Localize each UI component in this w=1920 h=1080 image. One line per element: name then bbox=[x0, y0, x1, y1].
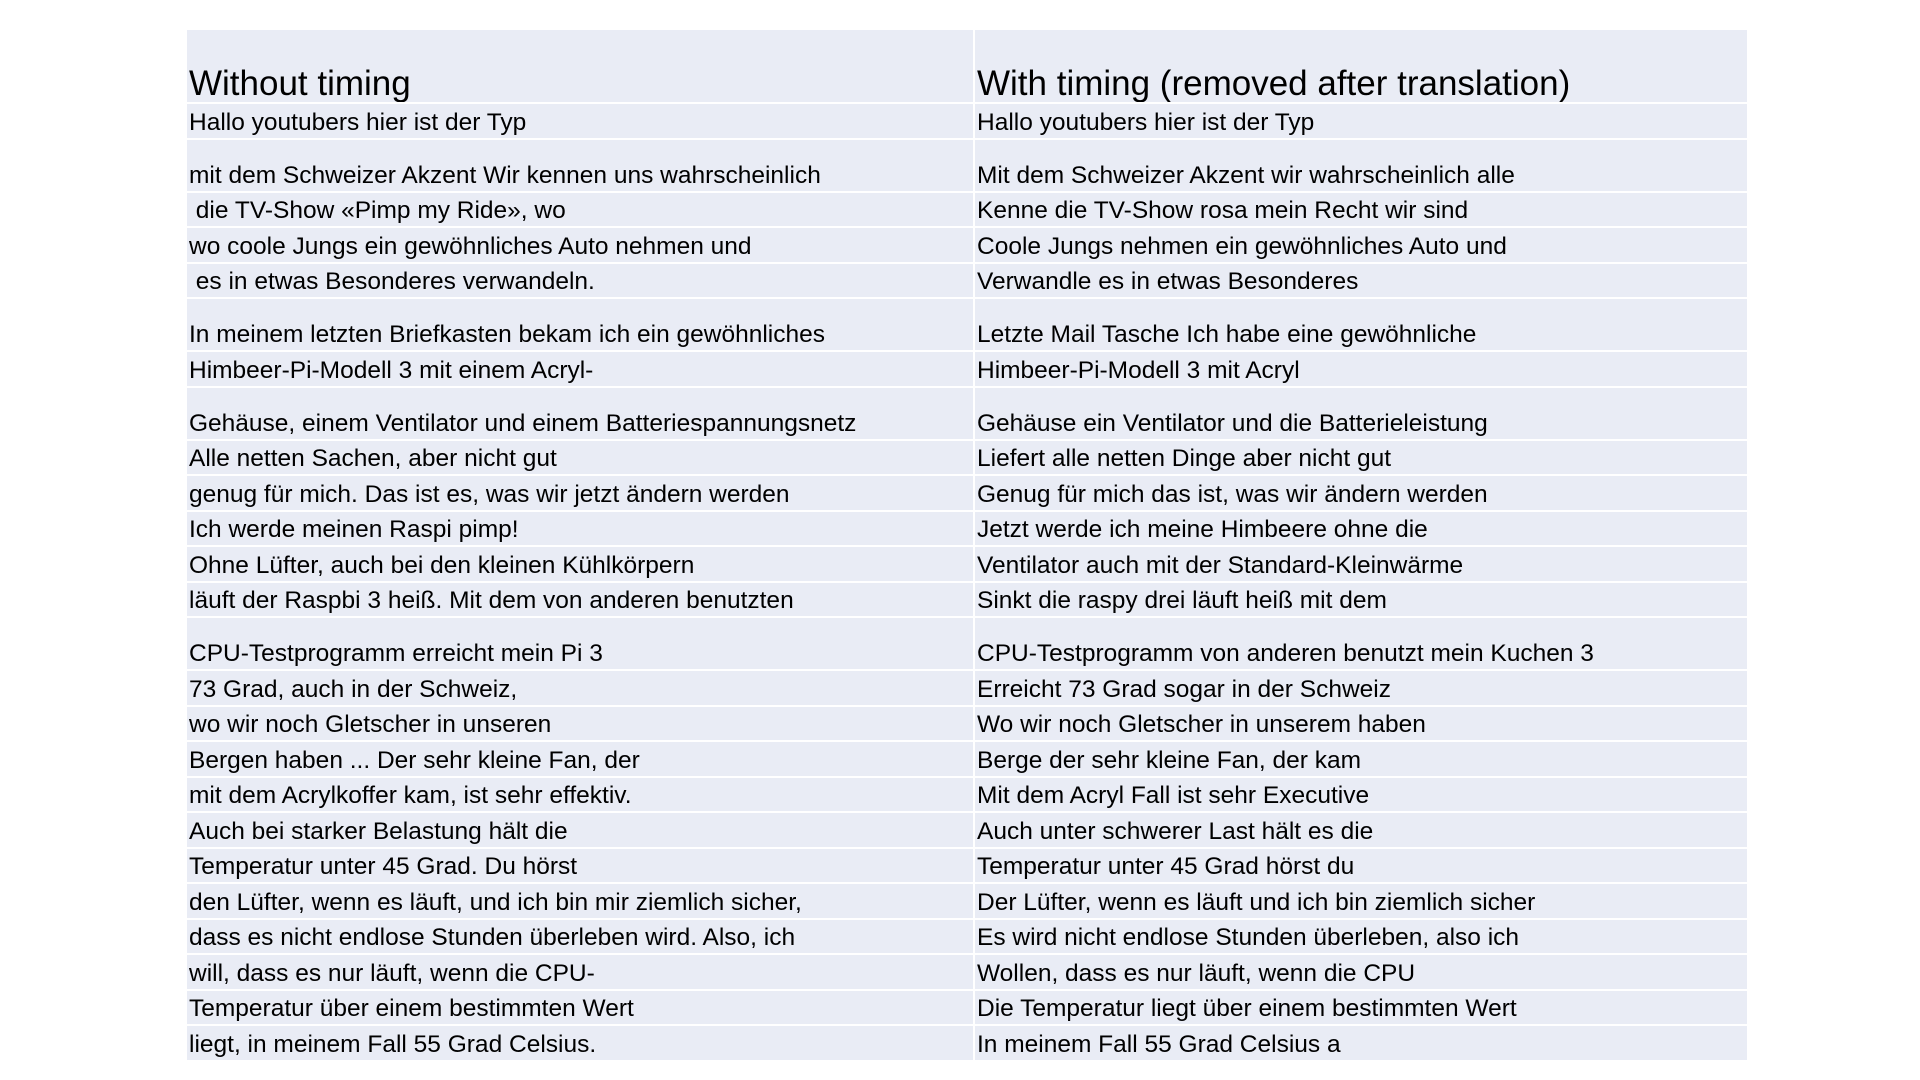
table-row bbox=[187, 299, 1747, 352]
table-row bbox=[187, 884, 1747, 920]
cell-with-timing: CPU-Testprogramm von anderen benutzt mein Kuchen 3 bbox=[975, 618, 1747, 671]
cell-with-timing: Es wird nicht endlose Stunden überleben, also ich bbox=[975, 920, 1747, 956]
cell-with-timing: Berge der sehr kleine Fan, der kam bbox=[975, 742, 1747, 778]
cell-without-timing: Temperatur unter 45 Grad. Du hörst bbox=[187, 849, 975, 885]
header-without-timing: Without timing bbox=[187, 30, 975, 104]
cell-with-timing: Coole Jungs nehmen ein gewöhnliches Auto und bbox=[975, 228, 1747, 264]
cell-without-timing: genug für mich. Das ist es, was wir jetzt ändern werden bbox=[187, 476, 975, 512]
cell-with-timing: Wo wir noch Gletscher in unserem haben bbox=[975, 707, 1747, 743]
cell-with-timing: Kenne die TV-Show rosa mein Recht wir sind bbox=[975, 193, 1747, 229]
cell-with-timing: Hallo youtubers hier ist der Typ bbox=[975, 104, 1747, 140]
cell-without-timing: mit dem Schweizer Akzent Wir kennen uns wahrscheinlich bbox=[187, 140, 975, 193]
comparison-table bbox=[187, 30, 1747, 1062]
table-row bbox=[187, 583, 1747, 619]
table-row bbox=[187, 778, 1747, 814]
table-row bbox=[187, 813, 1747, 849]
cell-with-timing: Mit dem Acryl Fall ist sehr Executive bbox=[975, 778, 1747, 814]
table-row bbox=[187, 991, 1747, 1027]
table-row bbox=[187, 547, 1747, 583]
table-row bbox=[187, 352, 1747, 388]
table-row bbox=[187, 618, 1747, 671]
table-row bbox=[187, 849, 1747, 885]
cell-without-timing: Auch bei starker Belastung hält die bbox=[187, 813, 975, 849]
cell-without-timing: dass es nicht endlose Stunden überleben wird. Also, ich bbox=[187, 920, 975, 956]
table-row bbox=[187, 228, 1747, 264]
table-row bbox=[187, 671, 1747, 707]
cell-with-timing: Mit dem Schweizer Akzent wir wahrscheinlich alle bbox=[975, 140, 1747, 193]
header-with-timing: With timing (removed after translation) bbox=[975, 30, 1747, 104]
cell-with-timing: Jetzt werde ich meine Himbeere ohne die bbox=[975, 512, 1747, 548]
cell-without-timing: Bergen haben ... Der sehr kleine Fan, der bbox=[187, 742, 975, 778]
cell-without-timing: es in etwas Besonderes verwandeln. bbox=[187, 264, 975, 300]
table-row bbox=[187, 707, 1747, 743]
table-row bbox=[187, 1026, 1747, 1062]
cell-without-timing: CPU-Testprogramm erreicht mein Pi 3 bbox=[187, 618, 975, 671]
cell-with-timing: Liefert alle netten Dinge aber nicht gut bbox=[975, 441, 1747, 477]
cell-without-timing: Ich werde meinen Raspi pimp! bbox=[187, 512, 975, 548]
cell-without-timing: 73 Grad, auch in der Schweiz, bbox=[187, 671, 975, 707]
table-row bbox=[187, 264, 1747, 300]
table-row bbox=[187, 512, 1747, 548]
cell-without-timing: Hallo youtubers hier ist der Typ bbox=[187, 104, 975, 140]
cell-with-timing: Auch unter schwerer Last hält es die bbox=[975, 813, 1747, 849]
cell-with-timing: Verwandle es in etwas Besonderes bbox=[975, 264, 1747, 300]
cell-without-timing: wo wir noch Gletscher in unseren bbox=[187, 707, 975, 743]
cell-without-timing: die TV-Show «Pimp my Ride», wo bbox=[187, 193, 975, 229]
table-row bbox=[187, 104, 1747, 140]
cell-with-timing: Die Temperatur liegt über einem bestimmten Wert bbox=[975, 991, 1747, 1027]
cell-with-timing: Gehäuse ein Ventilator und die Batterieleistung bbox=[975, 388, 1747, 441]
cell-with-timing: Letzte Mail Tasche Ich habe eine gewöhnliche bbox=[975, 299, 1747, 352]
cell-without-timing: liegt, in meinem Fall 55 Grad Celsius. bbox=[187, 1026, 975, 1062]
cell-with-timing: Genug für mich das ist, was wir ändern werden bbox=[975, 476, 1747, 512]
cell-without-timing: Temperatur über einem bestimmten Wert bbox=[187, 991, 975, 1027]
table-row bbox=[187, 193, 1747, 229]
table-row bbox=[187, 742, 1747, 778]
cell-without-timing: den Lüfter, wenn es läuft, und ich bin mir ziemlich sicher, bbox=[187, 884, 975, 920]
cell-with-timing: In meinem Fall 55 Grad Celsius a bbox=[975, 1026, 1747, 1062]
table-row bbox=[187, 920, 1747, 956]
table-row bbox=[187, 441, 1747, 477]
cell-with-timing: Wollen, dass es nur läuft, wenn die CPU bbox=[975, 955, 1747, 991]
cell-without-timing: läuft der Raspbi 3 heiß. Mit dem von anderen benutzten bbox=[187, 583, 975, 619]
cell-without-timing: wo coole Jungs ein gewöhnliches Auto nehmen und bbox=[187, 228, 975, 264]
table-row bbox=[187, 140, 1747, 193]
cell-with-timing: Himbeer-Pi-Modell 3 mit Acryl bbox=[975, 352, 1747, 388]
cell-without-timing: Himbeer-Pi-Modell 3 mit einem Acryl- bbox=[187, 352, 975, 388]
header-row bbox=[187, 30, 1747, 104]
cell-without-timing: Gehäuse, einem Ventilator und einem Batteriespannungsnetz bbox=[187, 388, 975, 441]
cell-with-timing: Der Lüfter, wenn es läuft und ich bin ziemlich sicher bbox=[975, 884, 1747, 920]
table-row bbox=[187, 955, 1747, 991]
table-row bbox=[187, 388, 1747, 441]
cell-without-timing: will, dass es nur läuft, wenn die CPU- bbox=[187, 955, 975, 991]
cell-without-timing: In meinem letzten Briefkasten bekam ich ein gewöhnliches bbox=[187, 299, 975, 352]
cell-with-timing: Sinkt die raspy drei läuft heiß mit dem bbox=[975, 583, 1747, 619]
cell-with-timing: Erreicht 73 Grad sogar in der Schweiz bbox=[975, 671, 1747, 707]
cell-without-timing: Alle netten Sachen, aber nicht gut bbox=[187, 441, 975, 477]
cell-without-timing: Ohne Lüfter, auch bei den kleinen Kühlkörpern bbox=[187, 547, 975, 583]
cell-without-timing: mit dem Acrylkoffer kam, ist sehr effektiv. bbox=[187, 778, 975, 814]
cell-with-timing: Ventilator auch mit der Standard-Kleinwärme bbox=[975, 547, 1747, 583]
cell-with-timing: Temperatur unter 45 Grad hörst du bbox=[975, 849, 1747, 885]
table-row bbox=[187, 476, 1747, 512]
